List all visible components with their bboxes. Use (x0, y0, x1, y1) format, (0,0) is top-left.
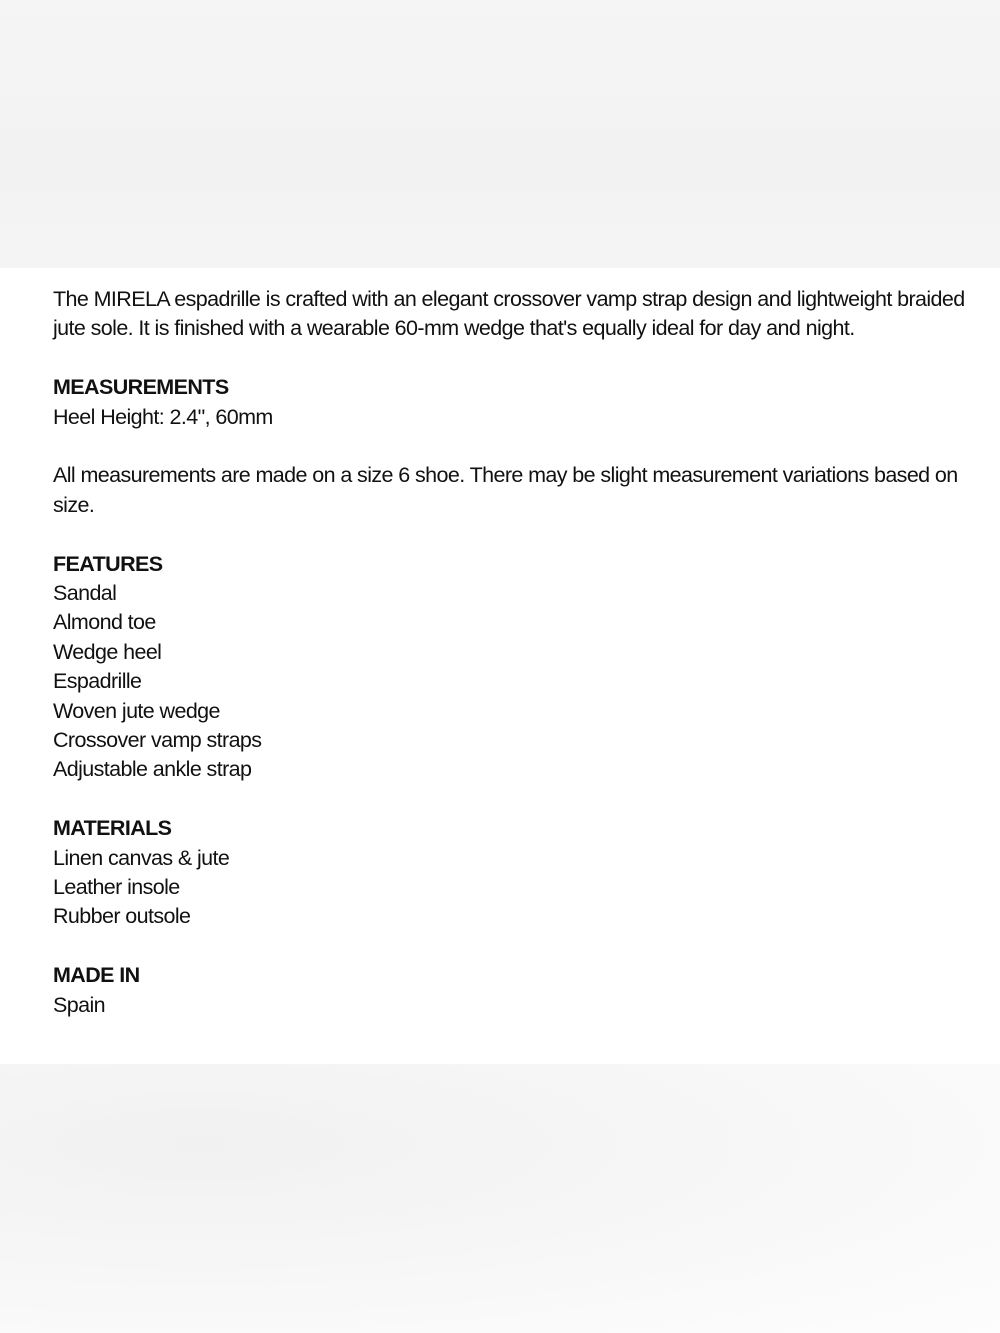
measurement-note: All measurements are made on a size 6 shoe. There may be slight measurement variations based on size. (53, 463, 958, 517)
feature-item: Crossover vamp straps (53, 728, 262, 753)
measurements-heading: MEASUREMENTS (53, 375, 229, 400)
background-top (0, 0, 1000, 268)
spacer (53, 344, 990, 373)
feature-item: Almond toe (53, 610, 156, 635)
materials-list (53, 844, 990, 932)
made-in-heading: MADE IN (53, 963, 140, 988)
features-list (53, 579, 990, 785)
feature-item: Wedge heel (53, 639, 162, 664)
material-item: Rubber outsole (53, 904, 191, 929)
spacer (53, 932, 990, 961)
material-item: Linen canvas & jute (53, 845, 230, 870)
feature-item: Adjustable ankle strap (53, 757, 252, 782)
spacer (53, 520, 990, 549)
product-description: The MIRELA espadrille is crafted with an elegant crossover vamp strap design and lightweight braided jute sole. It is finished with a wearable 60-mm wedge that's equally ideal for day and night. (53, 287, 965, 341)
feature-item: Espadrille (53, 669, 142, 694)
spacer (53, 785, 990, 814)
feature-item: Woven jute wedge (53, 698, 220, 723)
made-in-value: Spain (53, 992, 105, 1017)
heel-height: Heel Height: 2.4", 60mm (53, 404, 273, 429)
features-heading: FEATURES (53, 551, 163, 576)
materials-heading: MATERIALS (53, 816, 172, 841)
background-bottom (0, 1064, 1000, 1333)
spacer (53, 432, 990, 461)
feature-item: Sandal (53, 581, 117, 606)
product-details-card (0, 268, 1000, 1064)
material-item: Leather insole (53, 875, 180, 900)
